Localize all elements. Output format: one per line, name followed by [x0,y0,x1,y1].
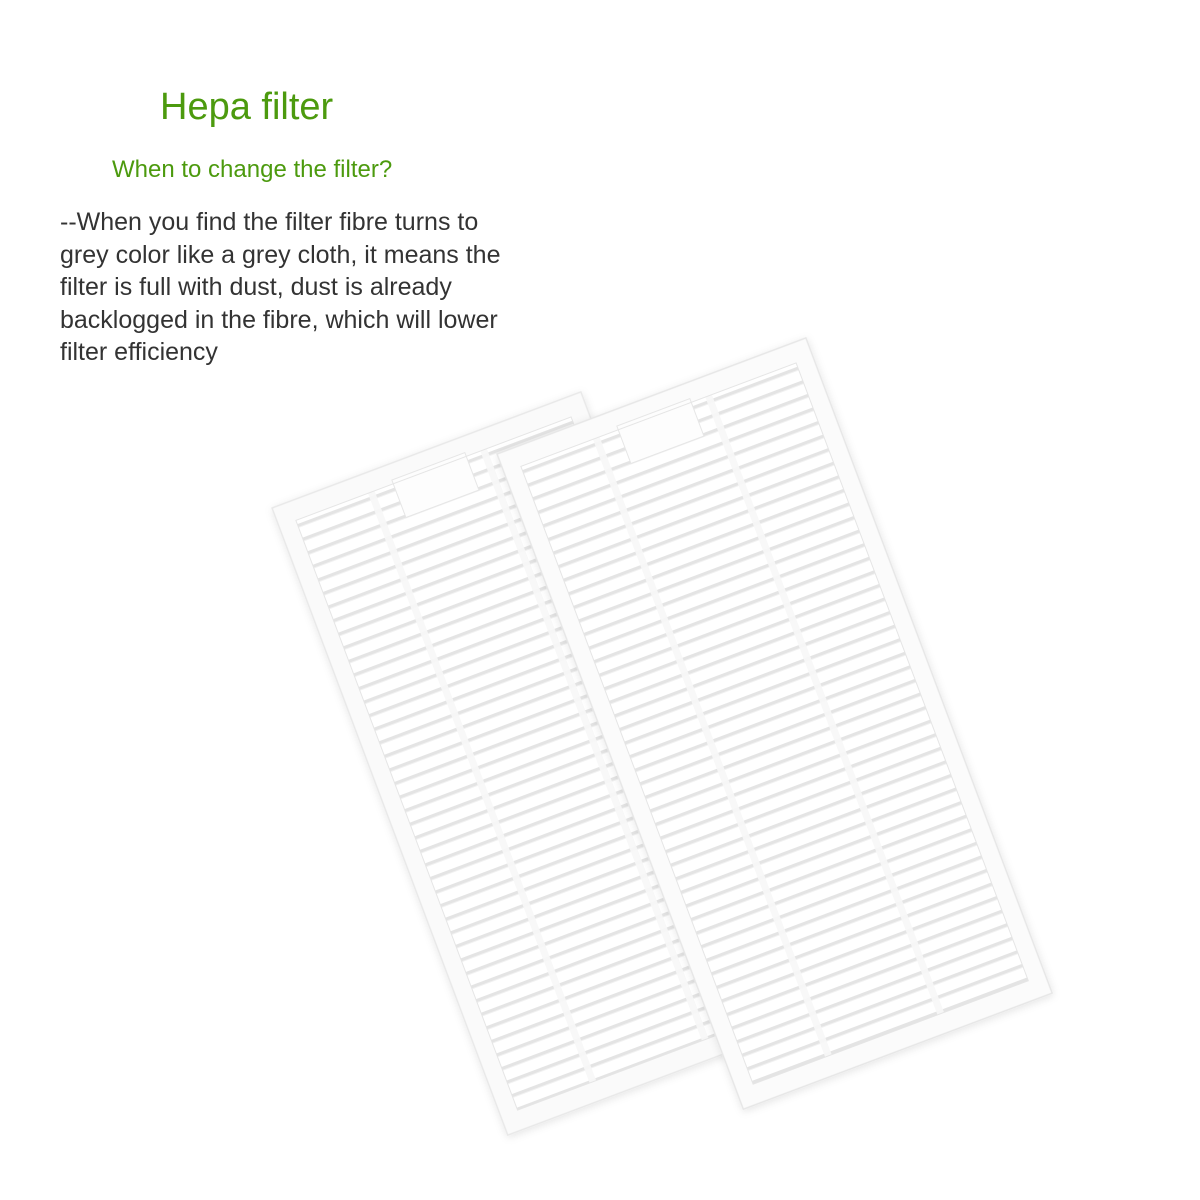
description-line: filter is full with dust, dust is already [60,273,452,301]
description-line: grey color like a grey cloth, it means the [60,240,501,269]
page-title: Hepa filter [160,86,334,128]
page-subtitle: When to change the filter? [112,156,393,183]
description-line: filter efficiency [60,338,218,366]
description-line: backlogged in the fibre, which will lower [60,305,498,334]
description-line: --When you find the filter fibre turns to [60,208,479,236]
